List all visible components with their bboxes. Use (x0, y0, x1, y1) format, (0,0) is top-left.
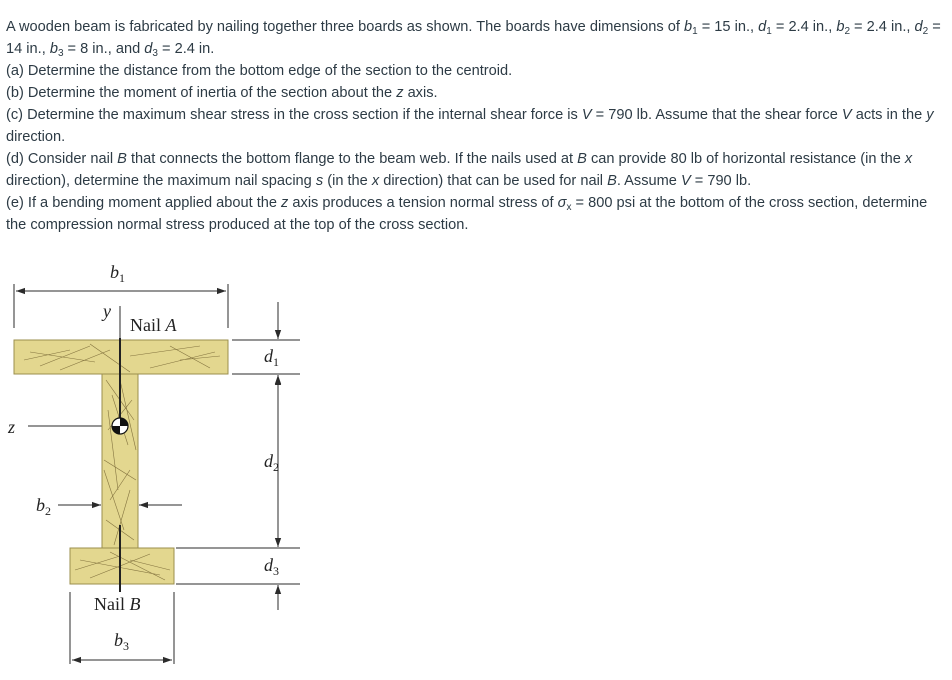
label-b2: $b_2$ (36, 495, 51, 518)
bottom-flange-board (70, 548, 174, 584)
label-d3: $d_3$ (264, 555, 279, 578)
part-b: (b) Determine the moment of inertia of the section about the z axis. (6, 85, 438, 101)
part-d: (d) Consider nail B that connects the bottom flange to the beam web. If the nails used at B can provide 80 lb of horizontal resistance (in the x direction), determine the maximum nail spacing s (in the x direction) that can be used for nail B. Assume V = 790 lb. (6, 151, 913, 189)
figure-labels (7, 262, 279, 653)
label-b1: $b_1$ (110, 262, 125, 285)
label-d2: $d_2$ (264, 451, 279, 474)
part-e: (e) If a bending moment applied about the z axis produces a tension normal stress of $\sigma_x = 800$ psi at the bottom of the cross section, determine the compression normal stress produced at the top of the cross section. (6, 195, 928, 233)
label-y: y (103, 301, 111, 321)
label-nail-b: Nail B (94, 594, 141, 614)
label-b3: $b_3$ (114, 630, 129, 653)
label-nail-a: Nail A (130, 315, 177, 335)
label-d1: $d_1$ (264, 346, 279, 369)
label-z: z (8, 417, 16, 437)
centroid-symbol (112, 418, 128, 434)
problem-intro: A wooden beam is fabricated by nailing together three boards as shown. The boards have dimensions of $b_1 = 15$ in., $d_1 = 2.4$ in., $b_2 = 2.4$ in., $d_2 = 14$ in., $b_3 = 8$ in., and $d_3 = 2.4$ in. (6, 19, 941, 59)
part-a: (a) Determine the distance from the bottom edge of the section to the centroid. (6, 63, 513, 79)
part-c: (c) Determine the maximum shear stress in the cross section if the internal shear force is V = 790 lb. Assume that the shear force V acts in the y direction. (6, 107, 934, 145)
